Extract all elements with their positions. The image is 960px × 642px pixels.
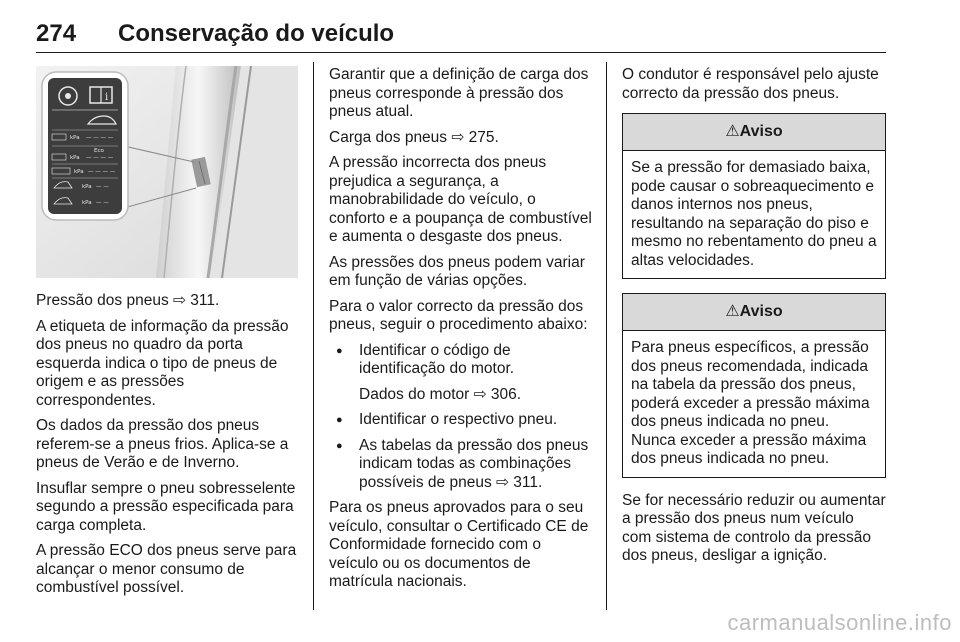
column-3 (622, 66, 886, 573)
list-item-subtext: Dados do motor ⇨ 306. (359, 385, 522, 403)
paragraph: Para o valor correcto da pressão dos pneus, seguir o procedimento abaixo: (329, 297, 588, 333)
tire-pressure-label-figure (36, 66, 298, 278)
svg-text:— — — —: — — — — (88, 169, 116, 175)
label-unit-4: kPa (82, 184, 92, 190)
paragraph: A etiqueta de informação da pressão dos pneus no quadro da porta esquerda indica o tipo de pneus de origem e as pressões correspondentes. (36, 317, 289, 409)
label-unit-5: kPa (82, 200, 92, 206)
svg-text:— —: — — (96, 184, 109, 190)
list-item-text: Identificar o código de identificação do motor. (359, 341, 515, 377)
list-item-text: Identificar o respectivo pneu. (359, 411, 558, 428)
paragraph: Os dados da pressão dos pneus referem-se a pneus frios. Aplica-se a pneus de Verão e de Inverno. (36, 417, 289, 471)
door-frame-illustration (36, 66, 298, 278)
warning-title: ⚠Aviso (623, 114, 885, 151)
watermark: carmanualsonline.info (727, 610, 952, 635)
paragraph: Se for necessário reduzir ou aumentar a pressão dos pneus num veículo com sistema de controlo da pressão dos pneus, desligar a ignição. (622, 491, 886, 564)
warning-body: Para pneus específicos, a pressão dos pneus recomendada, indicada na tabela da pressão dos pneus, poderá exceder a pressão máxima dos pneus indicada no pneu. Nunca exceder a pressão máxima dos pneus indicada no pneu. (631, 339, 870, 467)
label-unit-1: kPa (70, 135, 80, 141)
label-eco: Eco (94, 148, 104, 154)
paragraph: Garantir que a definição de carga dos pneus corresponde à pressão dos pneus atual. (329, 66, 589, 120)
list-item (329, 411, 593, 430)
page-header (36, 14, 886, 53)
svg-text:i: i (105, 92, 109, 103)
page-title: Conservação do veículo (118, 20, 395, 47)
list-item (329, 342, 593, 405)
column-1 (36, 292, 300, 605)
column-divider (313, 62, 314, 610)
warning-box (622, 293, 886, 478)
warning-box (622, 113, 886, 279)
paragraph: A pressão ECO dos pneus serve para alcançar o menor consumo de combustível possível. (36, 542, 297, 596)
page-number: 274 (36, 20, 77, 47)
paragraph: Para os pneus aprovados para o seu veículo, consultar o Certificado CE de Conformidade fornecido com o veículo ou os documentos de matrícula nacionais. (329, 499, 589, 590)
paragraph: Carga dos pneus ⇨ 275. (329, 128, 499, 146)
label-unit-2: kPa (70, 155, 80, 161)
paragraph: As pressões dos pneus podem variar em função de várias opções. (329, 253, 585, 289)
warning-title: ⚠Aviso (623, 294, 885, 331)
label-unit-3: kPa (74, 169, 84, 175)
svg-text:— — — —: — — — — (86, 155, 114, 161)
list-item-text: As tabelas da pressão dos pneus indicam todas as combinações possíveis de pneus ⇨ 311. (359, 436, 589, 491)
column-2 (329, 66, 593, 599)
procedure-list (329, 342, 593, 493)
column-divider (606, 62, 607, 610)
paragraph: A pressão incorrecta dos pneus prejudica a segurança, a manobrabilidade do veículo, o conforto e a poupança de combustível e aumenta o desgaste dos pneus. (329, 154, 592, 245)
paragraph: O condutor é responsável pelo ajuste correcto da pressão dos pneus. (622, 66, 879, 102)
paragraph: Insuflar sempre o pneu sobresselente segundo a pressão especificada para carga completa. (36, 479, 296, 534)
warning-body: Se a pressão for demasiado baixa, pode causar o sobreaquecimento e danos internos nos pneus, resultando na separação do piso e mesmo no rebentamento do pneu a altas velocidades. (631, 159, 877, 269)
svg-text:— — — —: — — — — (86, 135, 114, 141)
paragraph: Pressão dos pneus ⇨ 311. (36, 292, 220, 309)
list-item (329, 437, 593, 493)
svg-text:— —: — — (96, 200, 109, 206)
